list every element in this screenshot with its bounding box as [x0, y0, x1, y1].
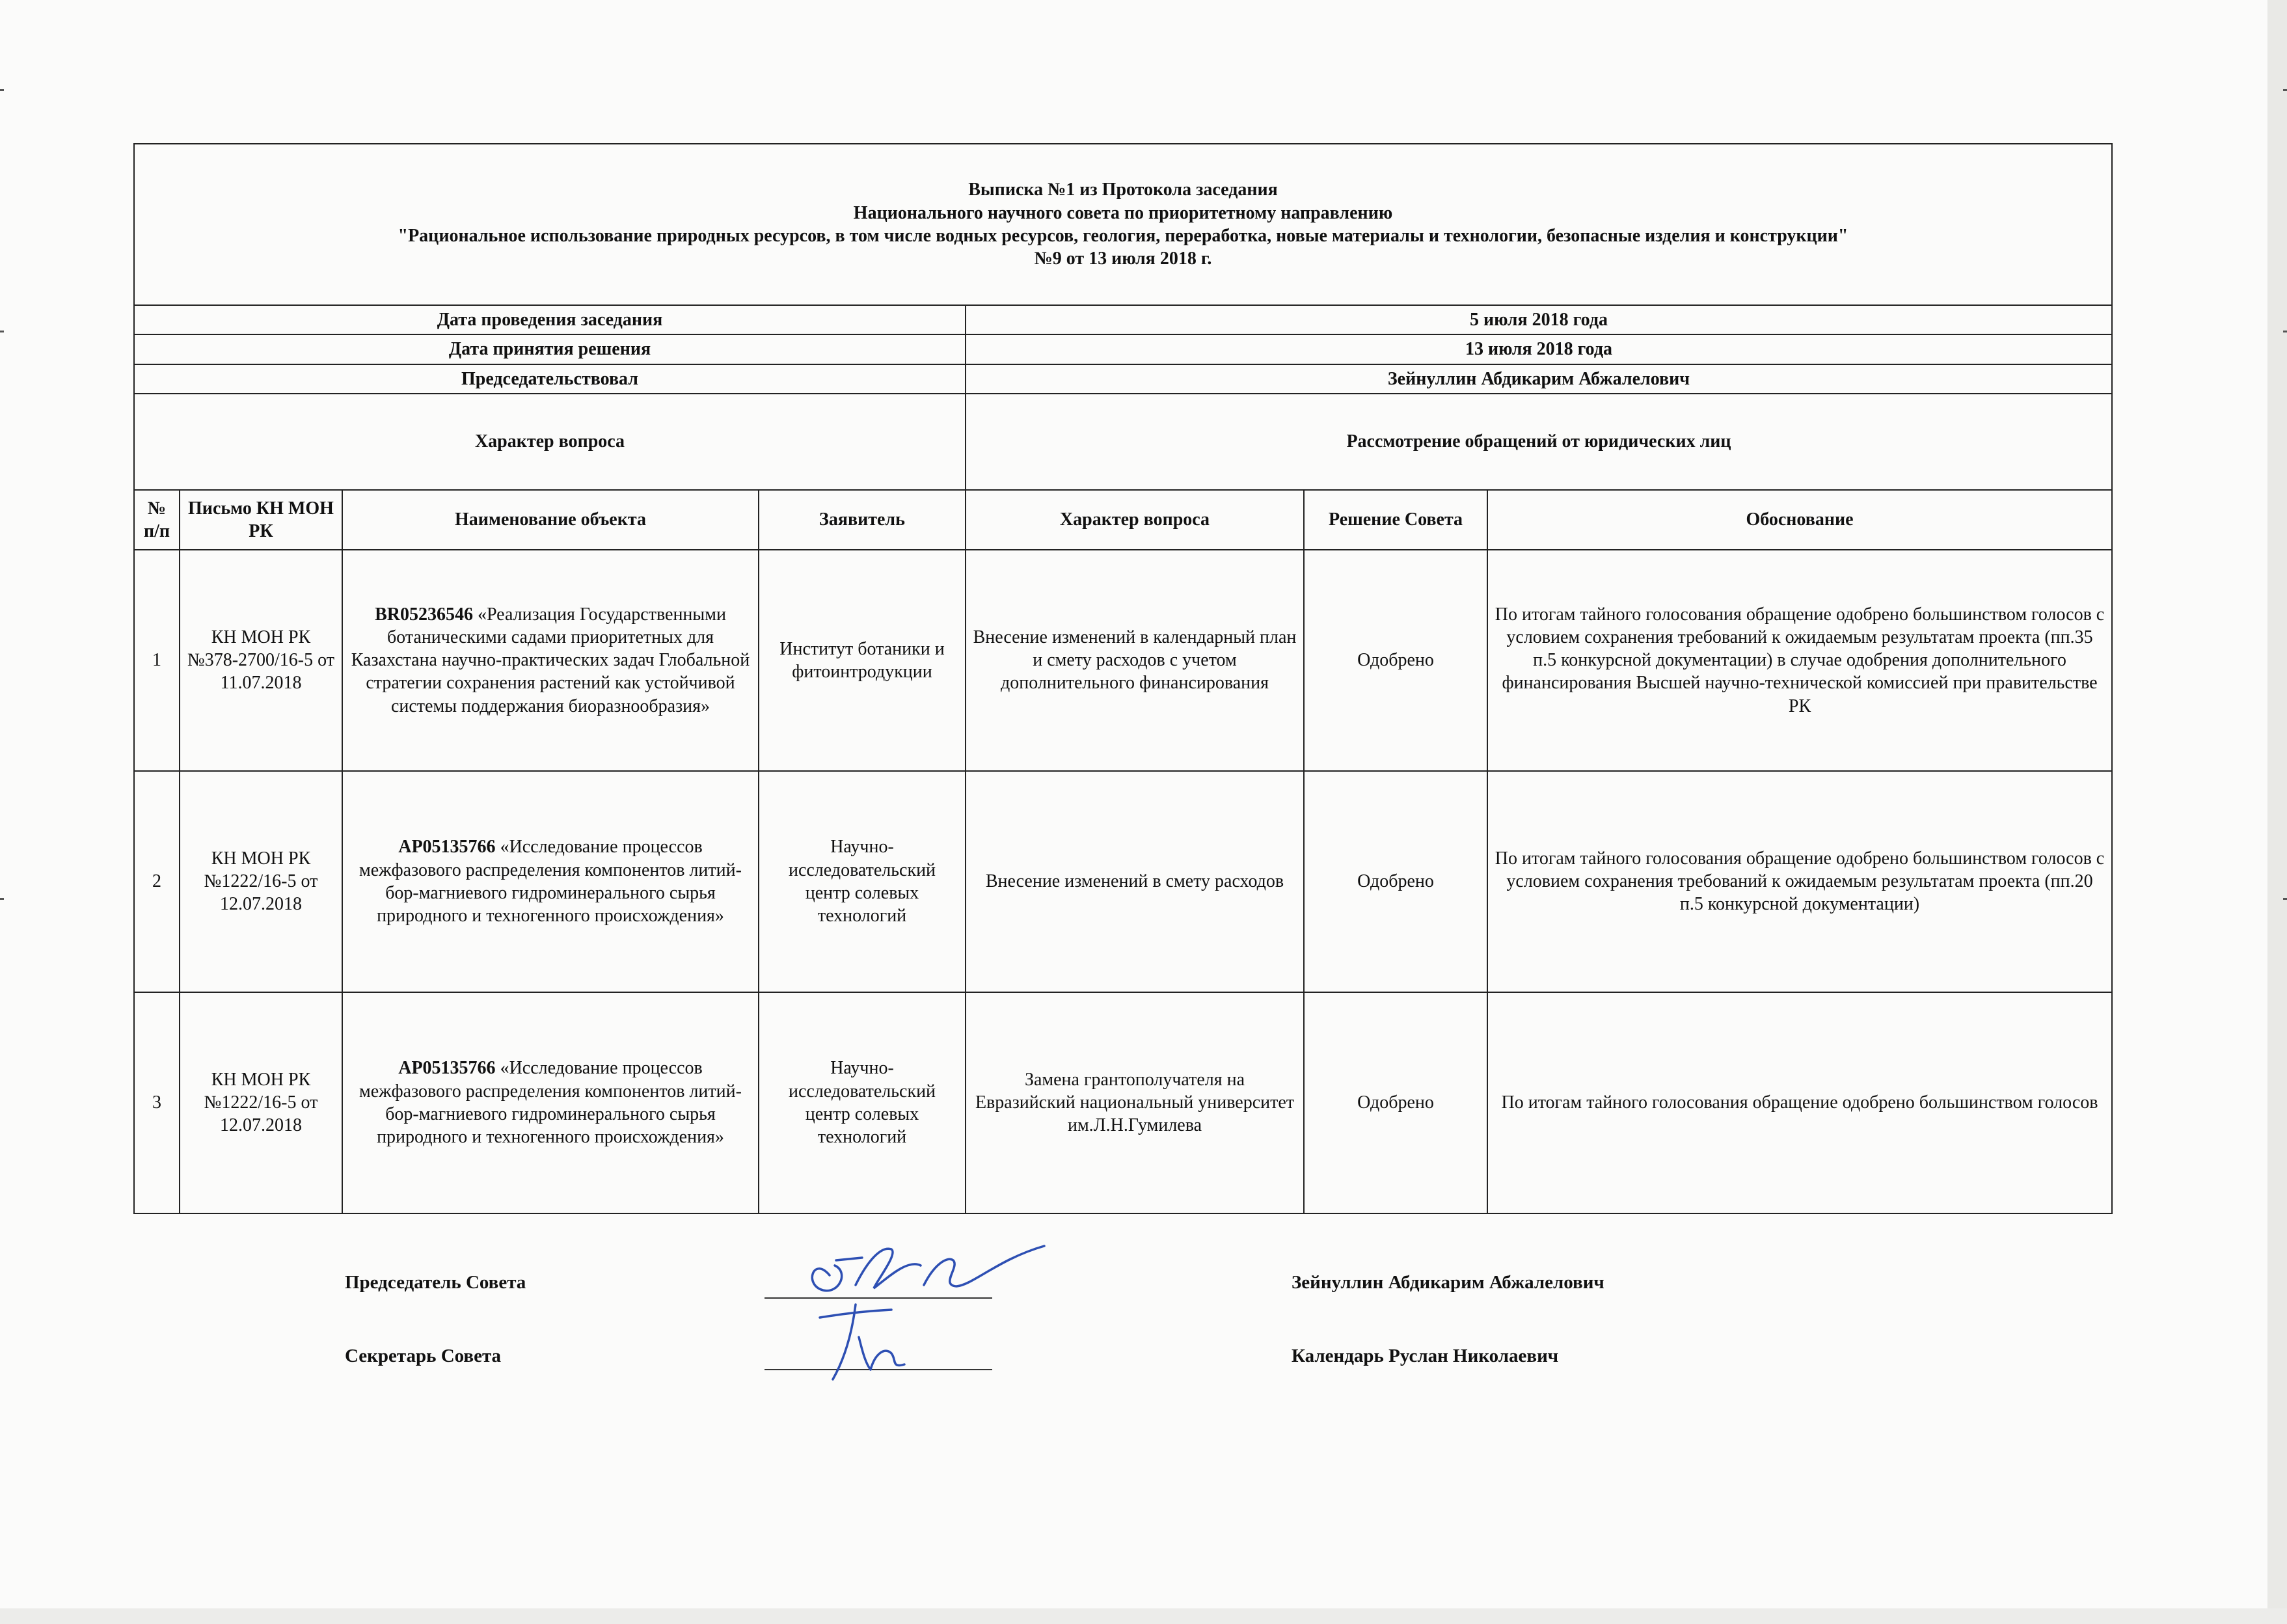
table-row: [134, 992, 2112, 1213]
title-line-1: Выписка №1 из Протокола заседания: [968, 180, 1278, 200]
column-header: Характер вопроса: [966, 490, 1304, 550]
column-header: Наименование объекта: [342, 490, 759, 550]
protocol-table: [133, 143, 2113, 1214]
secretary-name: Календарь Руслан Николаевич: [1292, 1346, 1559, 1366]
scan-mark-right-mid: [2283, 331, 2287, 332]
secretary-label: Секретарь Совета: [345, 1346, 502, 1366]
column-header: № п/п: [134, 490, 180, 550]
chair-name: Зейнуллин Абдикарим Абжалелович: [1292, 1272, 1604, 1293]
title-row: [134, 144, 2112, 305]
object-code: BR05236546: [375, 604, 473, 625]
scan-mark-left-top: [0, 89, 4, 91]
meta-row-date: [134, 305, 2112, 334]
row-applicant: Институт ботаники и фитоинтродукции: [759, 550, 966, 771]
row-letter: КН МОН РК №1222/16-5 от 12.07.2018: [180, 771, 342, 992]
row-decision: Одобрено: [1304, 771, 1487, 992]
row-applicant: Научно-исследовательский центр солевых технологий: [759, 771, 966, 992]
meta-value: 5 июля 2018 года: [966, 305, 2112, 334]
meta-label: Дата принятия решения: [134, 334, 966, 364]
meta-label: Дата проведения заседания: [134, 305, 966, 334]
row-object: [342, 992, 759, 1213]
row-question: Внесение изменений в смету расходов: [966, 771, 1304, 992]
row-object: [342, 771, 759, 992]
row-number: 3: [134, 992, 180, 1213]
title-line-4: №9 от 13 июля 2018 г.: [1034, 249, 1212, 269]
meta-row-decision-date: [134, 334, 2112, 364]
object-title: «Реализация Государственными ботаническими садами приоритетных для Казахстана научно-практических задач Глобальной стратегии сохранения растений как устойчивой системы поддержания биоразнообразия»: [351, 604, 750, 716]
table-row: [134, 771, 2112, 992]
scan-mark-left-mid: [0, 331, 4, 332]
row-justification: По итогам тайного голосования обращение одобрено большинством голосов с условием сохранения требований к ожидаемым результатам проекта (пп.20 п.5 конкурсной документации): [1487, 771, 2112, 992]
row-number: 2: [134, 771, 180, 992]
row-object: [342, 550, 759, 771]
column-header: Обоснование: [1487, 490, 2112, 550]
title-line-3: "Рациональное использование природных ресурсов, в том числе водных ресурсов, геология, переработка, новые материалы и технологии, безопасные изделия и конструкции": [398, 226, 1848, 246]
meta-row-chair: [134, 364, 2112, 394]
secretary-handwritten-signature: [794, 1292, 963, 1383]
object-code: AP05135766: [398, 1058, 496, 1079]
chair-label: Председатель Совета: [345, 1272, 526, 1293]
row-question: Внесение изменений в календарный план и смету расходов с учетом дополнительного финансирования: [966, 550, 1304, 771]
scan-mark-left-low: [0, 898, 4, 900]
title-line-2: Национального научного совета по приоритетному направлению: [853, 202, 1393, 223]
scan-page-edge: [2267, 0, 2287, 1624]
scan-bottom-edge: [0, 1608, 2287, 1624]
meta-value: Рассмотрение обращений от юридических лиц: [966, 394, 2112, 490]
row-number: 1: [134, 550, 180, 771]
row-decision: Одобрено: [1304, 992, 1487, 1213]
meta-label: Председательствовал: [134, 364, 966, 394]
document-title: [134, 144, 2112, 305]
column-header: Письмо КН МОН РК: [180, 490, 342, 550]
scan-mark-right-low: [2283, 898, 2287, 900]
column-header: Решение Совета: [1304, 490, 1487, 550]
row-justification: По итогам тайного голосования обращение одобрено большинством голосов с условием сохранения требований к ожидаемым результатам проекта (пп.35 п.5 конкурсной документации) в случае одобрения дополнительного финансирования Высшей научно-технической комиссией при правительстве РК: [1487, 550, 2112, 771]
row-letter: КН МОН РК №378-2700/16-5 от 11.07.2018: [180, 550, 342, 771]
meta-value: 13 июля 2018 года: [966, 334, 2112, 364]
object-title: «Исследование процессов межфазового распределения компонентов литий-бор-магниевого гидроминерального сырья природного и техногенного происхождения»: [359, 1058, 742, 1148]
table-row: [134, 550, 2112, 771]
row-justification: По итогам тайного голосования обращение одобрено большинством голосов: [1487, 992, 2112, 1213]
meta-value: Зейнуллин Абдикарим Абжалелович: [966, 364, 2112, 394]
object-code: AP05135766: [398, 837, 496, 858]
row-decision: Одобрено: [1304, 550, 1487, 771]
scan-mark-right-top: [2283, 89, 2287, 91]
object-title: «Исследование процессов межфазового распределения компонентов литий-бор-магниевого гидроминерального сырья природного и техногенного происхождения»: [359, 837, 742, 927]
column-header-row: [134, 490, 2112, 550]
row-question: Замена грантополучателя на Евразийский национальный университет им.Л.Н.Гумилева: [966, 992, 1304, 1213]
column-header: Заявитель: [759, 490, 966, 550]
meta-label: Характер вопроса: [134, 394, 966, 490]
row-applicant: Научно-исследовательский центр солевых технологий: [759, 992, 966, 1213]
row-letter: КН МОН РК №1222/16-5 от 12.07.2018: [180, 992, 342, 1213]
meta-row-question: [134, 394, 2112, 490]
